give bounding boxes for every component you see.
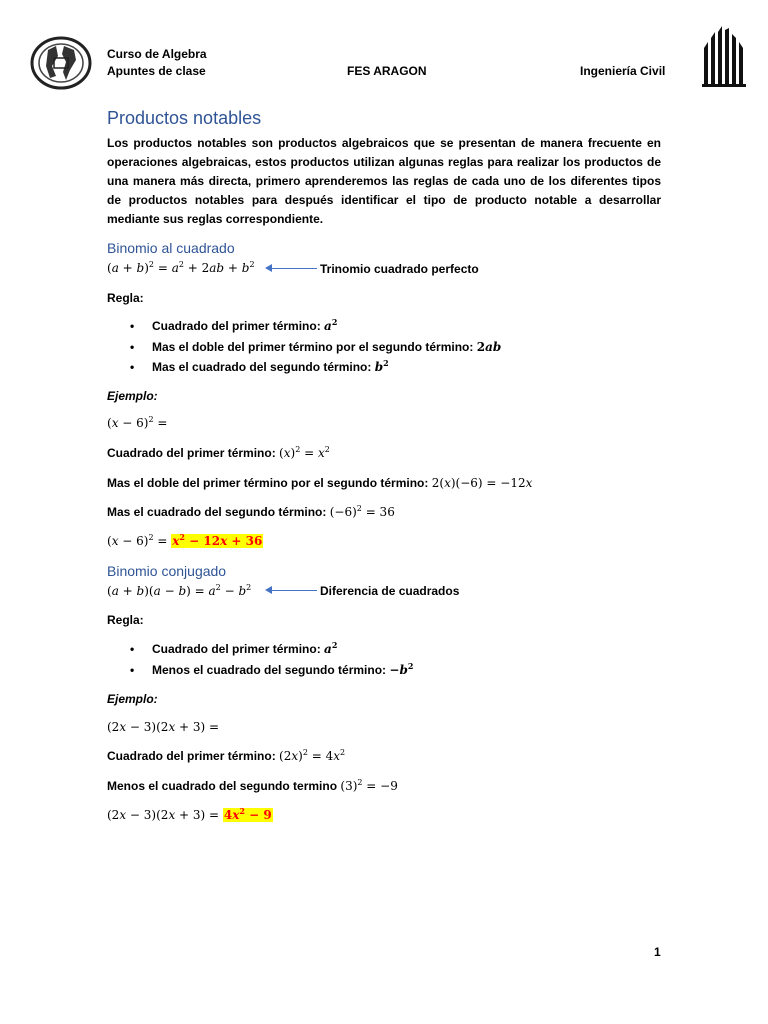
- page-title: Productos notables: [107, 108, 262, 128]
- binomio-conjugado-formula: $(a + b)(a - b) = a^2 - b^2$: [107, 583, 252, 598]
- class-notes-label: Apuntes de clase: [107, 64, 206, 78]
- example-step: Mas el doble del primer término por el segundo término: 2(x)(−6) = −12x: [107, 476, 533, 490]
- rule-label: Regla:: [107, 613, 144, 627]
- example-result: $(x - 6)^2 = x^2 - 12x + 36$: [107, 532, 263, 548]
- example-expression: $(x - 6)^2$ =: [107, 415, 168, 430]
- example-step: Cuadrado del primer término: $(2x)^2 = 4x^2$: [107, 748, 346, 763]
- rule-item: • Menos el cuadrado del segundo término: $-b^2$: [130, 661, 414, 677]
- rule-item: • Mas el doble del primer término por el segundo término: 2ab: [130, 340, 502, 354]
- example-expression: (2x − 3)(2x + 3) =: [107, 720, 220, 734]
- binomio-cuadrado-formula: $(a + b)^2 = a^2 + 2ab + b^2$: [107, 260, 255, 275]
- course-name: Curso de Algebra: [107, 47, 207, 61]
- formula-note: Diferencia de cuadrados: [320, 584, 460, 598]
- arrow-line: [271, 268, 317, 269]
- page-number: 1: [654, 945, 661, 959]
- rule-item: • Mas el cuadrado del segundo término: $b^2$: [130, 358, 389, 374]
- example-step: Mas el cuadrado del segundo término: $(-6)^2 = 36$: [107, 504, 395, 519]
- formula-note: Trinomio cuadrado perfecto: [320, 262, 479, 276]
- school-name: FES ARAGON: [347, 64, 427, 78]
- arrow-line: [271, 590, 317, 591]
- intro-paragraph: Los productos notables son productos algebraicos que se presentan de manera frecuente en operaciones algebraicas, estos productos utilizan algunas reglas para realizar los productos de una manera más directa, primero aprenderemos las reglas de cada uno de los diferentes tipos de productos notables para después identificar el tipo de producto notable a desarrollar mediante sus reglas correspondiente.: [107, 136, 661, 226]
- example-step: Cuadrado del primer término: $(x)^2 = x^2$: [107, 445, 330, 460]
- example-label: Ejemplo:: [107, 389, 158, 403]
- example-label: Ejemplo:: [107, 692, 158, 706]
- section-heading-binomio-cuadrado: Binomio al cuadrado: [107, 240, 235, 256]
- career-name: Ingeniería Civil: [580, 64, 666, 78]
- example-step: Menos el cuadrado del segundo termino $(3)^2 = -9$: [107, 778, 398, 793]
- rule-item: • Cuadrado del primer término: $a^2$: [130, 317, 338, 333]
- unam-logo: [30, 36, 92, 90]
- rule-item: • Cuadrado del primer término: $a^2$: [130, 640, 338, 656]
- fes-aragon-logo: [700, 26, 750, 88]
- example-result: $(2x - 3)(2x + 3) = 4x^2 - 9$: [107, 806, 272, 822]
- section-heading-binomio-conjugado: Binomio conjugado: [107, 563, 227, 579]
- rule-label: Regla:: [107, 291, 144, 305]
